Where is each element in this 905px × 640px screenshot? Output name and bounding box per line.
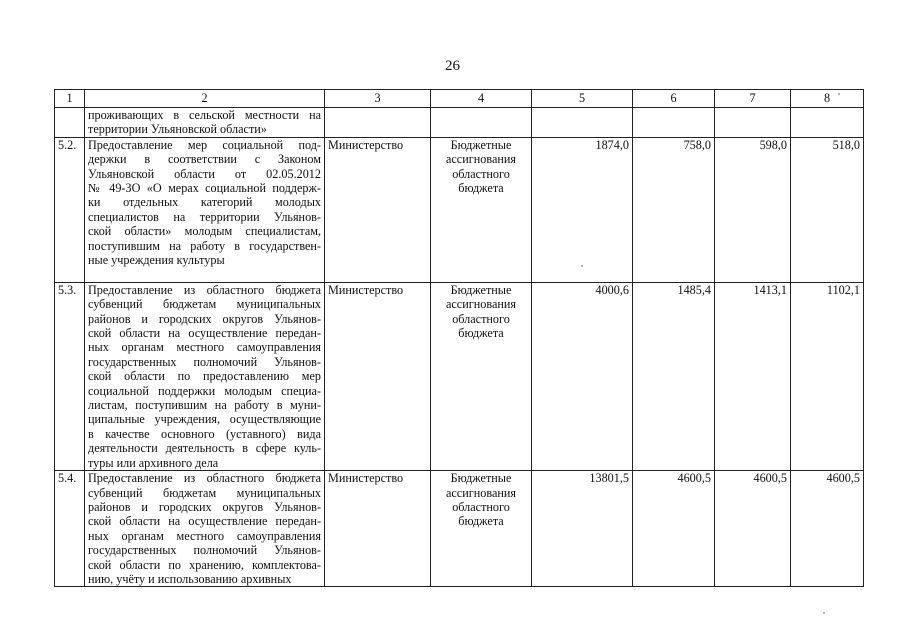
description-line: государственных полномочий Ульянов- — [88, 354, 321, 369]
description-line: ки отдельных категорий молодых — [88, 195, 321, 210]
cell-source: Бюджетные ассигнования областного бюджета — [431, 471, 532, 587]
cell-executor — [325, 108, 431, 138]
description-line: ской области» молодым специалистам, — [88, 224, 321, 239]
description-line: ской области по хранению, комплектова- — [88, 557, 321, 572]
header-cell-4: 4 — [431, 90, 532, 108]
cell-source: Бюджетные ассигнования областного бюджета — [431, 137, 532, 282]
cell-description — [85, 108, 325, 138]
cell-year3: 1102,1 — [791, 282, 864, 470]
cell-executor: Министерство — [325, 282, 431, 470]
header-cell-8: 8 — [791, 90, 864, 108]
header-row — [55, 90, 864, 108]
header-cell-6: 6 — [633, 90, 715, 108]
table-row — [55, 282, 864, 470]
cell-year3: 4600,5 — [791, 471, 864, 587]
cell-total — [532, 108, 633, 138]
scan-speck — [823, 612, 825, 614]
description-line: Ульяновской области от 02.05.2012 — [88, 166, 321, 181]
header-cell-2: 2 — [85, 90, 325, 108]
table-row — [55, 137, 864, 282]
description-line: ской области по предоставлению мер — [88, 369, 321, 384]
description-line: субвенций бюджетам муниципальных — [88, 485, 321, 500]
cell-description — [85, 137, 325, 282]
cell-executor: Министерство — [325, 137, 431, 282]
description-line: туры или архивного дела — [88, 455, 219, 470]
description-line: районов и городских округов Ульянов- — [88, 499, 321, 514]
table-row — [55, 471, 864, 587]
description-line: государственных полномочий Ульянов- — [88, 543, 321, 558]
table-row-continuation — [55, 108, 864, 138]
description-line: социальной поддержки молодым специа- — [88, 383, 321, 398]
cell-index: 5.2. — [55, 137, 85, 282]
description-line: специалистов на территории Ульянов- — [88, 209, 321, 224]
cell-year2: 598,0 — [715, 137, 791, 282]
description-line: проживающих в сельской местности на — [88, 108, 321, 122]
description-line: нию, учёту и использованию архивных — [88, 571, 292, 586]
cell-year1: 1485,4 — [633, 282, 715, 470]
cell-total: 4000,6 — [532, 282, 633, 470]
cell-executor: Министерство — [325, 471, 431, 587]
description-line: субвенций бюджетам муниципальных — [88, 297, 321, 312]
description-line: Предоставление из областного бюджета — [88, 282, 321, 297]
description-line: ской области на осуществление передан- — [88, 326, 321, 341]
description-line: ципальные учреждения, осуществляющие — [88, 412, 321, 427]
cell-year2: 4600,5 — [715, 471, 791, 587]
cell-year1: 758,0 — [633, 137, 715, 282]
cell-source — [431, 108, 532, 138]
description-line: районов и городских округов Ульянов- — [88, 311, 321, 326]
header-cell-1: 1 — [55, 90, 85, 108]
cell-description — [85, 471, 325, 587]
description-line: держки в соответствии с Законом — [88, 152, 321, 167]
description-line: листам, поступившим на работу в муни- — [88, 398, 321, 413]
cell-year3 — [791, 108, 864, 138]
cell-total: 13801,5 — [532, 471, 633, 587]
cell-year1: 4600,5 — [633, 471, 715, 587]
cell-index: 5.3. — [55, 282, 85, 470]
scan-speck — [838, 93, 840, 95]
header-cell-3: 3 — [325, 90, 431, 108]
cell-total: 1874,0 — [532, 137, 633, 282]
page-number: 26 — [445, 58, 460, 74]
cell-index: 5.4. — [55, 471, 85, 587]
cell-source: Бюджетные ассигнования областного бюджета — [431, 282, 532, 470]
description-line: деятельности деятельность в сфере куль- — [88, 441, 321, 456]
description-line: ных органам местного самоуправления — [88, 528, 321, 543]
cell-description — [85, 282, 325, 470]
cell-year1 — [633, 108, 715, 138]
description-line: Предоставление мер социальной под- — [88, 137, 321, 152]
header-cell-7: 7 — [715, 90, 791, 108]
description-line: поступившим на работу в государствен- — [88, 238, 321, 253]
cell-year2: 1413,1 — [715, 282, 791, 470]
scan-speck — [581, 265, 583, 267]
cell-year2 — [715, 108, 791, 138]
budget-table — [54, 89, 864, 587]
header-cell-5: 5 — [532, 90, 633, 108]
description-line: Предоставление из областного бюджета — [88, 471, 321, 486]
description-line: № 49-ЗО «О мерах социальной поддерж- — [88, 181, 321, 196]
description-line: территории Ульяновской области» — [88, 122, 267, 137]
cell-year3: 518,0 — [791, 137, 864, 282]
description-line: в качестве основного (уставного) вида — [88, 426, 321, 441]
description-line: ской области на осуществление передан- — [88, 514, 321, 529]
description-line: ных органам местного самоуправления — [88, 340, 321, 355]
description-line: ные учреждения культуры — [88, 253, 225, 268]
cell-index — [55, 108, 85, 138]
